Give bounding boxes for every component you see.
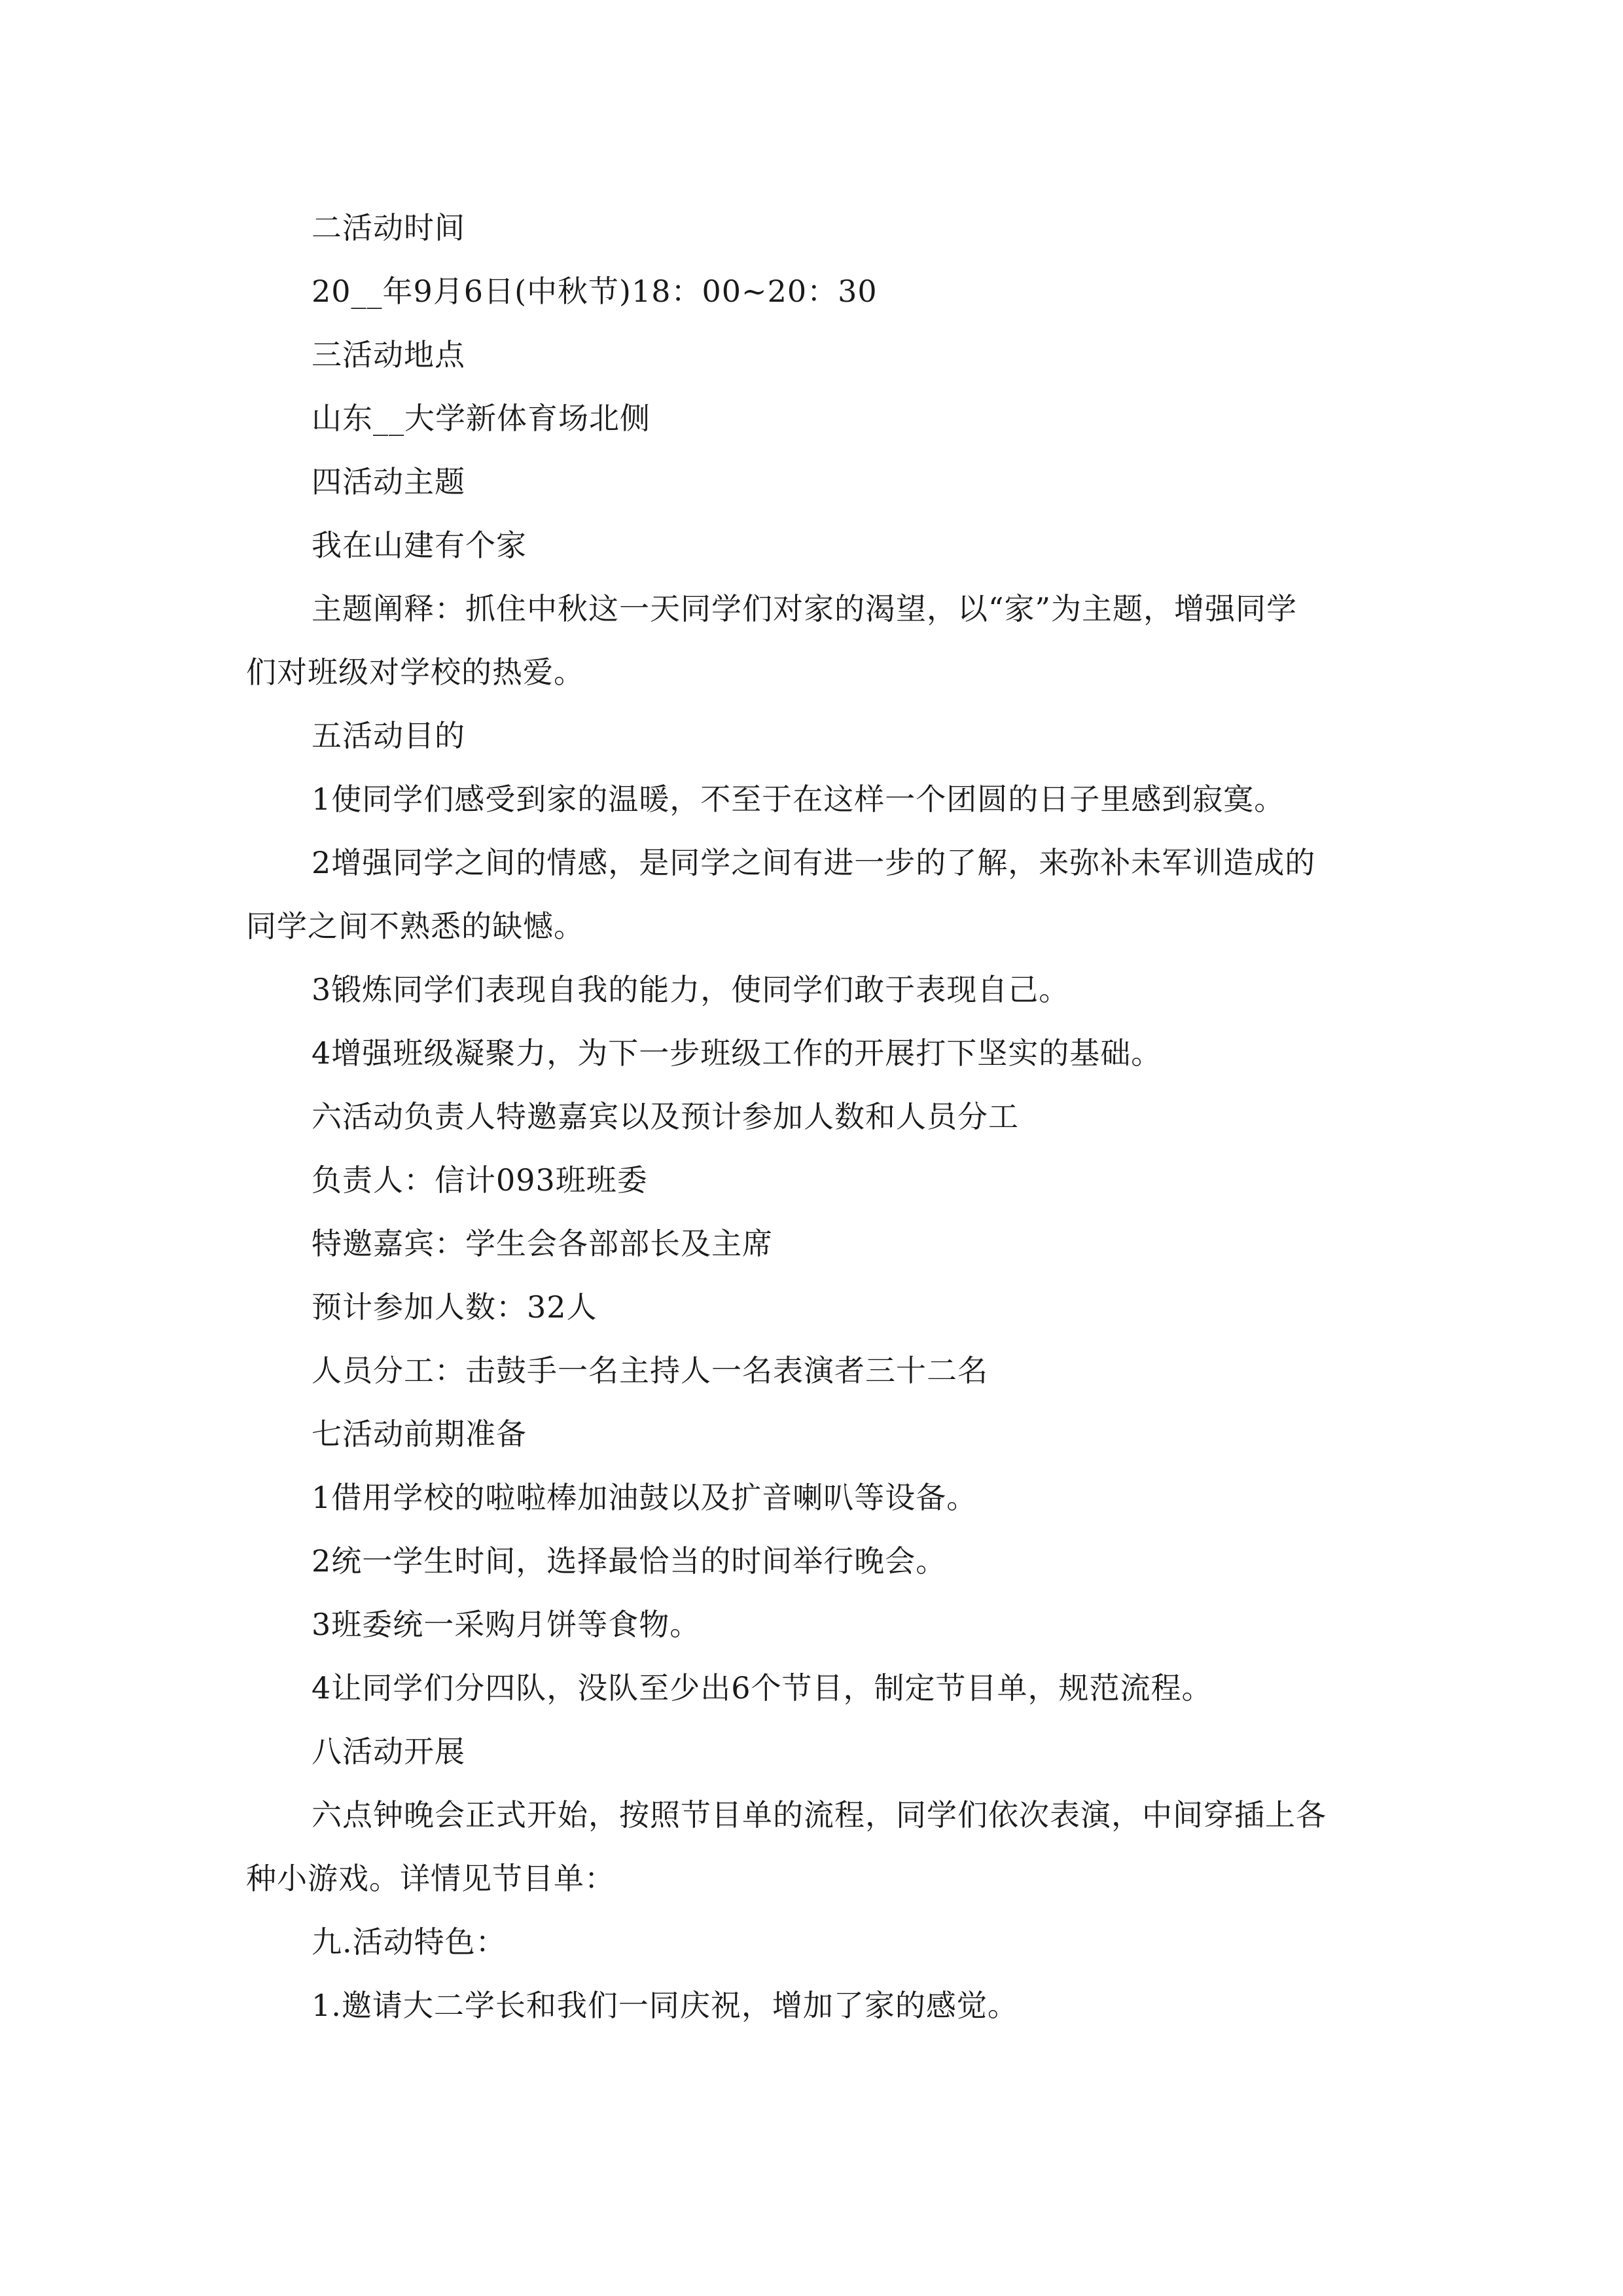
purpose-item-2-line-2: 同学之间不熟悉的缺憾。 [246, 908, 584, 944]
heading-activity-location: 三活动地点 [312, 337, 465, 372]
heading-activity-purpose: 五活动目的 [312, 718, 465, 753]
person-in-charge: 负责人：信计093班班委 [312, 1162, 648, 1198]
theme-explanation-line-1: 主题阐释：抓住中秋这一天同学们对家的渴望，以“家”为主题，增强同学 [312, 591, 1298, 626]
heading-activity-features: 九.活动特色： [312, 1924, 507, 1960]
purpose-item-2-line-1: 2增强同学之间的情感，是同学之间有进一步的了解，来弥补未军训造成的 [312, 845, 1316, 880]
special-guests: 特邀嘉宾：学生会各部部长及主席 [312, 1226, 773, 1261]
preparation-item-3: 3班委统一采购月饼等食物。 [312, 1607, 701, 1642]
heading-activity-execution: 八活动开展 [312, 1734, 465, 1769]
activity-location-text: 山东__大学新体育场北侧 [312, 401, 651, 436]
preparation-item-4: 4让同学们分四队，没队至少出6个节目，制定节目单，规范流程。 [312, 1670, 1213, 1706]
activity-time-text: 20__年9月6日(中秋节)18：00~20：30 [312, 274, 878, 309]
expected-attendance: 预计参加人数：32人 [312, 1289, 597, 1325]
heading-people-and-roles: 六活动负责人特邀嘉宾以及预计参加人数和人员分工 [312, 1099, 1019, 1134]
purpose-item-1: 1使同学们感受到家的温暖，不至于在这样一个团圆的日子里感到寂寞。 [312, 781, 1285, 817]
activity-theme-text: 我在山建有个家 [312, 528, 527, 563]
feature-item-1: 1.邀请大二学长和我们一同庆祝，增加了家的感觉。 [312, 1988, 1018, 2023]
heading-activity-time: 二活动时间 [312, 210, 465, 245]
preparation-item-1: 1借用学校的啦啦棒加油鼓以及扩音喇叭等设备。 [312, 1480, 978, 1515]
purpose-item-3: 3锻炼同学们表现自我的能力，使同学们敢于表现自己。 [312, 972, 1070, 1007]
role-division: 人员分工：击鼓手一名主持人一名表演者三十二名 [312, 1353, 988, 1388]
purpose-item-4: 4增强班级凝聚力，为下一步班级工作的开展打下坚实的基础。 [312, 1035, 1162, 1071]
execution-text-line-1: 六点钟晚会正式开始，按照节目单的流程，同学们依次表演，中间穿插上各 [312, 1797, 1327, 1833]
theme-explanation-line-2: 们对班级对学校的热爱。 [246, 655, 584, 690]
execution-text-line-2: 种小游戏。详情见节目单： [246, 1861, 615, 1896]
preparation-item-2: 2统一学生时间，选择最恰当的时间举行晚会。 [312, 1543, 947, 1579]
heading-activity-theme: 四活动主题 [312, 464, 465, 499]
heading-preparation: 七活动前期准备 [312, 1416, 527, 1452]
